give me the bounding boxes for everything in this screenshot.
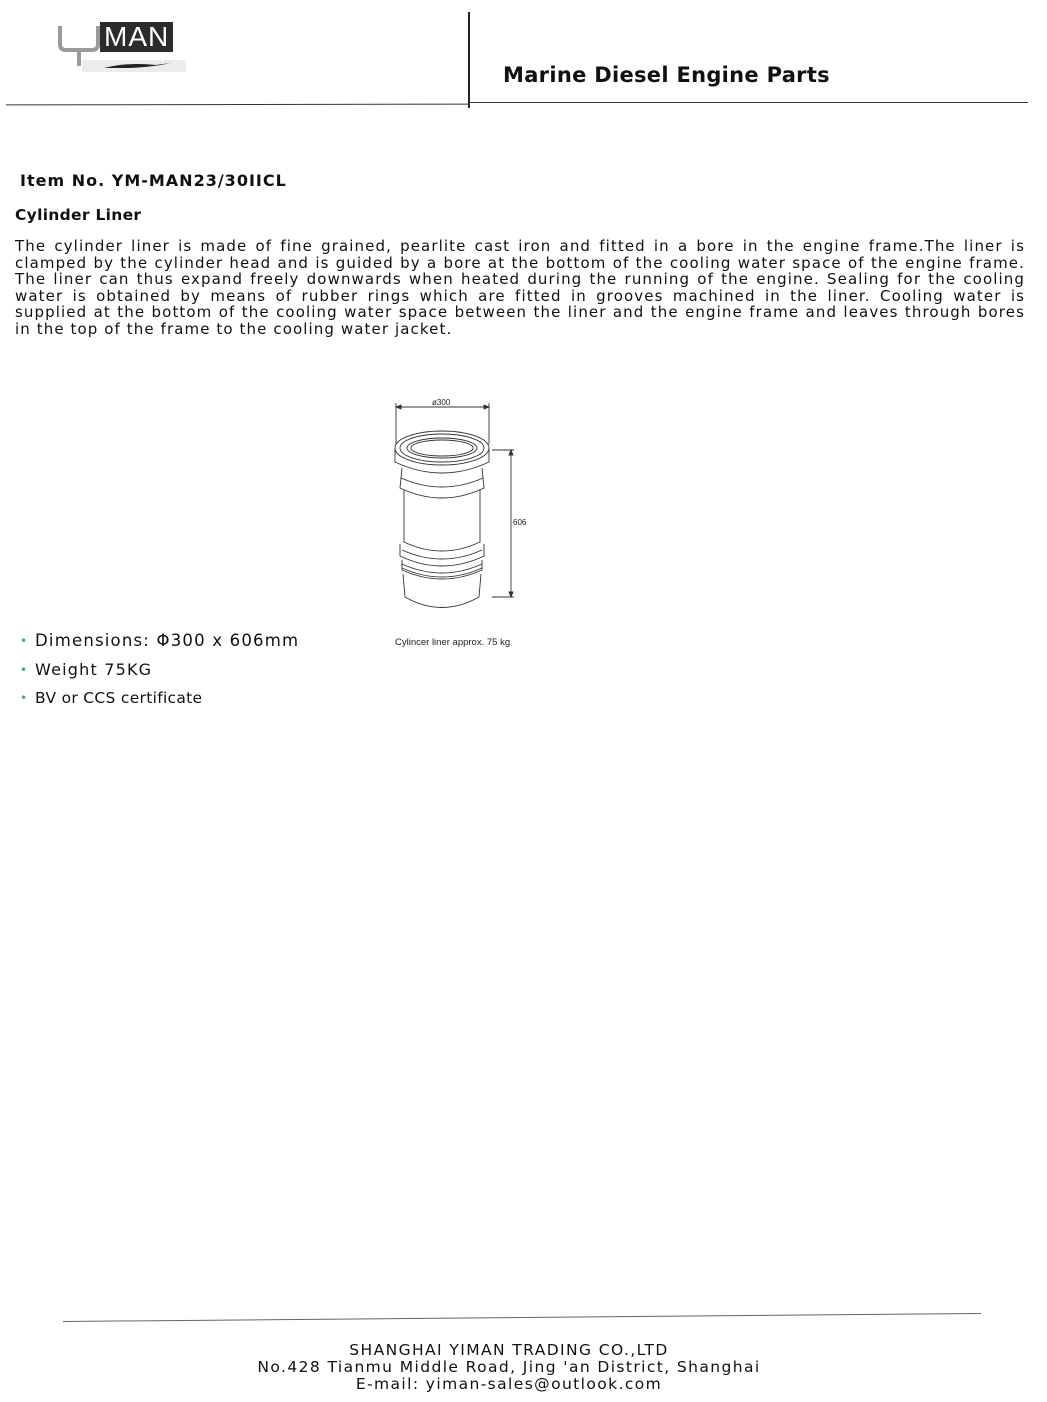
header-divider-left	[6, 104, 470, 106]
spec-list	[20, 630, 299, 716]
drawing-caption: Cylincer liner approx. 75 kg	[395, 637, 511, 648]
page-title: Marine Diesel Engine Parts	[503, 63, 830, 87]
bullet-icon: •	[20, 691, 28, 705]
diameter-label: ø300	[432, 398, 451, 407]
bullet-icon: •	[20, 662, 28, 677]
footer-address: No.428 Tianmu Middle Road, Jing 'an District, Shanghai	[257, 1358, 761, 1376]
bullet-icon: •	[20, 634, 28, 648]
spec-item-dimensions	[20, 630, 299, 659]
spec-item-certificate	[20, 687, 299, 716]
company-logo	[58, 22, 188, 74]
footer-company: SHANGHAI YIMAN TRADING CO.,LTD	[349, 1341, 669, 1359]
footer-divider	[63, 1313, 981, 1322]
spec-text: BV or CCS certificate	[35, 689, 203, 707]
spec-text: Dimensions: Φ300 x 606mm	[35, 631, 300, 650]
spec-text: Weight 75KG	[35, 659, 153, 679]
item-number: Item No. YM-MAN23/30IICL	[20, 171, 287, 190]
product-description: The cylinder liner is made of fine grained, pearlite cast iron and fitted in a bore in the engine frame.The liner is clamped by the cylinder head and is guided by a bore at the bottom of the cooling water space of the engine frame. The liner can thus expand freely downwards when heated during the running of the engine. Sealing for the cooling water is obtained by means of rubber rings which are fitted in grooves machined in the liner. Cooling water is supplied at the bottom of the cooling water space between the liner and the engine frame and leaves through bores in the top of the frame to the cooling water jacket.	[15, 237, 1025, 338]
spec-item-weight	[20, 659, 299, 688]
product-name: Cylinder Liner	[15, 206, 142, 224]
footer-email: E-mail: yiman-sales@outlook.com	[355, 1375, 663, 1393]
header-vertical-divider	[468, 12, 470, 108]
footer	[0, 1342, 1018, 1393]
height-label: 606	[513, 518, 527, 527]
logo-text: MAN	[100, 22, 173, 52]
header-divider-right	[470, 102, 1028, 103]
cylinder-liner-drawing	[380, 392, 540, 652]
